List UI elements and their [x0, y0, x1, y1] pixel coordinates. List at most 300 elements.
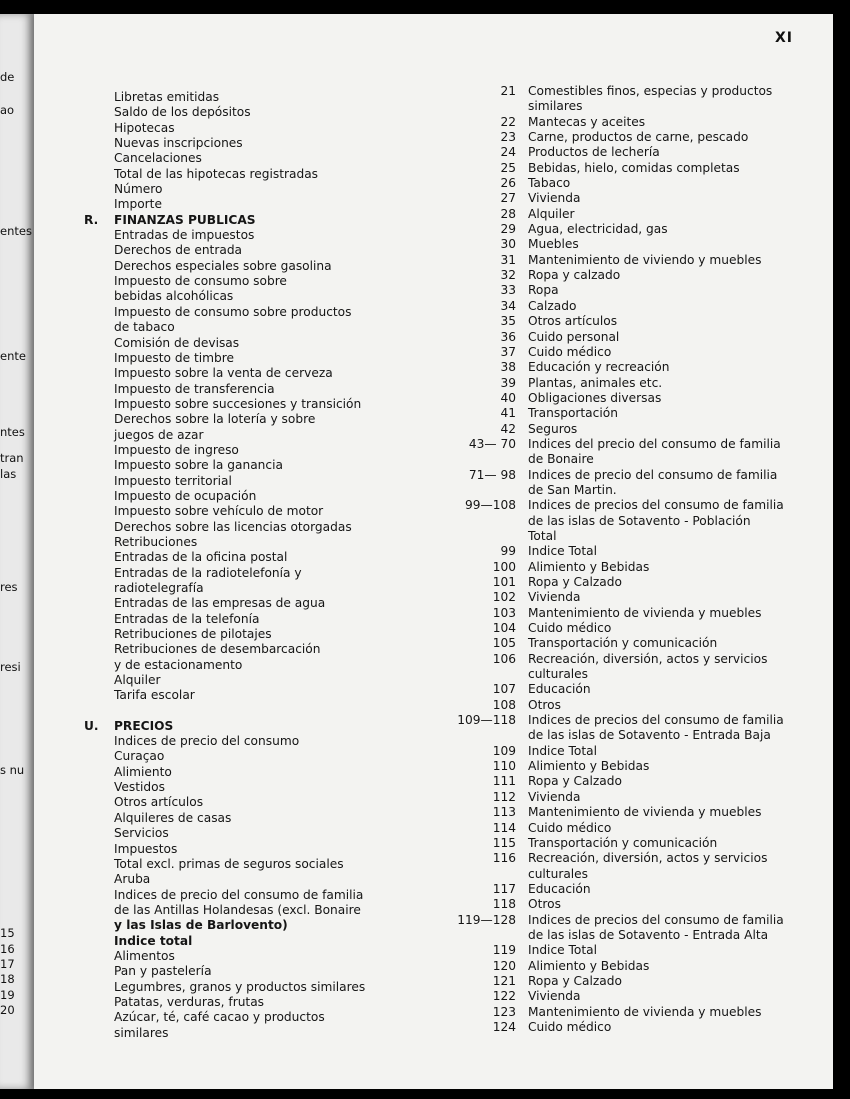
section-letter	[84, 949, 114, 964]
entry-text: Derechos sobre las licencias otorgadas	[114, 519, 352, 534]
previous-page-fragment: 17	[0, 957, 15, 971]
table-number: 110	[492, 759, 516, 774]
table-index-entry	[424, 268, 804, 283]
index-entry	[84, 749, 424, 764]
entry-text: PRECIOS	[114, 718, 174, 733]
index-entry	[84, 489, 424, 504]
table-number	[424, 728, 528, 743]
table-index-entry	[424, 606, 804, 621]
entry-text: Recreación, diversión, actos y servicios	[528, 851, 768, 866]
entry-text: culturales	[528, 667, 589, 682]
table-number: 105	[492, 636, 516, 651]
section-letter	[84, 397, 114, 412]
index-entry	[84, 336, 424, 351]
table-index-entry	[424, 713, 804, 728]
entry-text: de las islas de Sotavento - Entrada Alta	[528, 927, 769, 942]
section-letter	[84, 289, 114, 304]
entry-text: culturales	[528, 866, 589, 881]
table-number: 37	[500, 344, 516, 359]
entry-text: Aruba	[114, 872, 151, 887]
entry-text: de San Martin.	[528, 482, 617, 497]
index-entry	[84, 259, 424, 274]
index-entry	[84, 596, 424, 611]
previous-page-fragment: ao	[0, 103, 15, 117]
table-index-entry	[424, 237, 804, 252]
entry-text: Alquileres de casas	[114, 810, 232, 825]
entry-text: Mantenimiento de vivienda y muebles	[528, 805, 762, 820]
entry-text: y las Islas de Barlovento)	[114, 918, 288, 933]
table-number: 27	[500, 191, 516, 206]
entry-text: Vestidos	[114, 780, 165, 795]
table-index-entry	[424, 867, 804, 882]
table-number: 115	[492, 835, 516, 850]
index-entry	[84, 688, 424, 703]
table-number: 34	[500, 298, 516, 313]
document-page	[34, 14, 833, 1089]
table-number: 123	[492, 1004, 516, 1019]
section-letter	[84, 1010, 114, 1025]
index-entry	[84, 934, 424, 949]
table-index-entry	[424, 253, 804, 268]
entry-text: FINANZAS PUBLICAS	[114, 212, 256, 227]
section-letter	[84, 627, 114, 642]
section-letter	[84, 474, 114, 489]
entry-text: Vivienda	[528, 590, 581, 605]
index-entry	[84, 964, 424, 979]
section-letter	[84, 382, 114, 397]
table-number: 40	[500, 390, 516, 405]
table-number: 118	[492, 897, 516, 912]
section-letter	[84, 489, 114, 504]
table-index-entry	[424, 805, 804, 820]
index-entry	[84, 382, 424, 397]
table-index-entry	[424, 222, 804, 237]
section-letter	[84, 151, 114, 166]
entry-text: Impuesto de ingreso	[114, 442, 239, 457]
index-entry	[84, 581, 424, 596]
previous-page-fragment: s nu	[0, 763, 25, 777]
section-letter	[84, 458, 114, 473]
table-index-entry	[424, 821, 804, 836]
section-letter	[84, 550, 114, 565]
index-entry	[84, 443, 424, 458]
table-number: 38	[500, 360, 516, 375]
entry-text: Indices del precio del consumo de familia	[528, 436, 781, 451]
scan-border	[0, 0, 850, 14]
section-letter	[84, 934, 114, 949]
entry-text: Tabaco	[528, 176, 571, 191]
table-index-entry	[424, 851, 804, 866]
table-index-entry	[424, 959, 804, 974]
table-number: 24	[500, 145, 516, 160]
index-entry	[84, 197, 424, 212]
index-entry	[84, 151, 424, 166]
entry-text: Indice Total	[528, 943, 597, 958]
entry-text: Indices de precio del consumo de familia	[528, 467, 778, 482]
table-index-entry	[424, 759, 804, 774]
section-letter	[84, 305, 114, 320]
table-number: 108	[492, 697, 516, 712]
table-number: 112	[492, 789, 516, 804]
section-letter	[84, 673, 114, 688]
entry-text: Tarifa escolar	[114, 688, 195, 703]
entry-text: Carne, productos de carne, pescado	[528, 130, 749, 145]
section-letter	[84, 842, 114, 857]
table-number: 22	[500, 114, 516, 129]
entry-text: Entradas de la radiotelefonía y	[114, 565, 302, 580]
section-heading	[84, 719, 424, 734]
table-number: 104	[492, 621, 516, 636]
table-number: 109	[492, 743, 516, 758]
previous-page-fragment: 18	[0, 972, 15, 986]
section-letter	[84, 197, 114, 212]
entry-text: Número	[114, 182, 163, 197]
table-number	[424, 514, 528, 529]
entry-text: Indices de precios del consumo de familia	[528, 912, 784, 927]
entry-text: Entradas de la oficina postal	[114, 550, 288, 565]
table-number	[424, 928, 528, 943]
entry-text: Recreación, diversión, actos y servicios	[528, 651, 768, 666]
table-number: 103	[492, 605, 516, 620]
entry-text: Impuesto sobre vehículo de motor	[114, 504, 324, 519]
section-letter	[84, 780, 114, 795]
entry-text: Ropa y Calzado	[528, 774, 622, 789]
index-entry	[84, 765, 424, 780]
table-number: 119	[492, 943, 516, 958]
entry-text: Indices de precio del consumo de familia	[114, 887, 364, 902]
previous-page-fragment: de	[0, 70, 15, 84]
right-index-column	[424, 84, 804, 1035]
entry-text: similares	[114, 1025, 169, 1040]
table-number: 33	[500, 283, 516, 298]
entry-text: Entradas de la telefonía	[114, 611, 260, 626]
index-entry	[84, 320, 424, 335]
table-number: 122	[492, 989, 516, 1004]
previous-page-fragment: ente	[0, 349, 26, 363]
entry-text: Calzado	[528, 298, 577, 313]
index-entry	[84, 949, 424, 964]
entry-text: Servicios	[114, 826, 169, 841]
section-letter	[84, 826, 114, 841]
entry-text: Total	[528, 528, 557, 543]
index-entry	[84, 366, 424, 381]
entry-text: Indice Total	[528, 743, 597, 758]
previous-page-fragment: 15	[0, 926, 15, 940]
entry-text: Educación y recreación	[528, 360, 670, 375]
entry-text: Legumbres, granos y productos similares	[114, 979, 366, 994]
index-entry	[84, 780, 424, 795]
entry-text: Indice Total	[528, 544, 597, 559]
index-entry	[84, 872, 424, 887]
section-letter	[84, 596, 114, 611]
index-entry	[84, 535, 424, 550]
index-entry	[84, 228, 424, 243]
table-index-entry	[424, 360, 804, 375]
table-number: 25	[500, 160, 516, 175]
entry-text: Muebles	[528, 237, 579, 252]
entry-text: Impuesto de consumo sobre productos	[114, 304, 352, 319]
entry-text: Retribuciones de desembarcación	[114, 642, 321, 657]
section-letter	[84, 918, 114, 933]
index-entry	[84, 673, 424, 688]
entry-text: Obligaciones diversas	[528, 390, 662, 405]
previous-page-fragment: resi	[0, 660, 21, 674]
table-number: 117	[492, 881, 516, 896]
entry-text: Impuesto sobre la ganancia	[114, 458, 283, 473]
entry-text: radiotelegrafía	[114, 581, 204, 595]
table-index-entry	[424, 590, 804, 605]
table-index-entry	[424, 406, 804, 421]
previous-page-fragment: ntes	[0, 425, 25, 439]
index-entry	[84, 1026, 424, 1041]
table-number: 32	[500, 268, 516, 283]
table-index-entry	[424, 897, 804, 912]
index-entry	[84, 243, 424, 258]
entry-text: de las islas de Sotavento - Entrada Baja	[528, 728, 771, 743]
section-letter	[84, 964, 114, 979]
section-letter	[84, 872, 114, 887]
index-entry	[84, 289, 424, 304]
table-index-entry	[424, 544, 804, 559]
index-entry	[84, 520, 424, 535]
table-number: 124	[492, 1019, 516, 1034]
table-index-entry	[424, 207, 804, 222]
table-index-entry	[424, 636, 804, 651]
table-number	[424, 483, 528, 498]
entry-text: Impuesto sobre la venta de cerveza	[114, 366, 333, 381]
section-letter	[84, 995, 114, 1010]
table-number: 71— 98	[468, 467, 516, 482]
index-entry	[84, 903, 424, 918]
entry-text: Impuesto de ocupación	[114, 488, 257, 503]
entry-text: Derechos sobre la lotería y sobre	[114, 412, 316, 427]
section-letter: U.	[84, 718, 99, 733]
table-index-entry	[424, 667, 804, 682]
entry-text: de tabaco	[114, 320, 175, 335]
index-entry	[84, 857, 424, 872]
index-entry	[84, 105, 424, 120]
section-letter	[84, 336, 114, 351]
index-entry	[84, 428, 424, 443]
table-number	[424, 99, 528, 114]
section-letter	[84, 642, 114, 657]
previous-page-fragment: 19	[0, 988, 15, 1002]
entry-text: Cuido médico	[528, 344, 612, 359]
index-entry	[84, 795, 424, 810]
entry-text: Pan y pastelería	[114, 964, 212, 979]
table-index-entry	[424, 283, 804, 298]
entry-text: Otros artículos	[528, 314, 618, 329]
section-letter	[84, 734, 114, 749]
entry-text: Alimiento y Bebidas	[528, 559, 650, 574]
table-number	[424, 667, 528, 682]
entry-text: Mantenimiento de viviendo y muebles	[528, 252, 762, 267]
section-letter	[84, 121, 114, 136]
entry-text: Cancelaciones	[114, 151, 202, 166]
table-index-entry	[424, 84, 804, 99]
entry-text: Impuesto territorial	[114, 473, 232, 488]
table-number: 109—118	[457, 713, 516, 728]
table-index-entry	[424, 330, 804, 345]
entry-text: Cuido médico	[528, 820, 612, 835]
table-index-entry	[424, 130, 804, 145]
entry-text: Alimiento y Bebidas	[528, 958, 650, 973]
table-index-entry	[424, 682, 804, 697]
index-entry	[84, 121, 424, 136]
table-index-entry	[424, 376, 804, 391]
entry-text: Impuesto de timbre	[114, 350, 235, 365]
table-index-entry	[424, 161, 804, 176]
entry-text: Indices de precios del consumo de familia	[528, 498, 784, 513]
entry-text: Impuesto de transferencia	[114, 381, 275, 396]
entry-text: Impuestos	[114, 841, 178, 856]
table-number: 100	[492, 559, 516, 574]
table-index-entry	[424, 882, 804, 897]
entry-text: Total excl. primas de seguros sociales	[114, 856, 344, 871]
table-index-entry	[424, 1005, 804, 1020]
entry-text: de las islas de Sotavento - Población	[528, 513, 751, 528]
table-number: 36	[500, 329, 516, 344]
entry-text: Comisión de devisas	[114, 335, 240, 350]
table-index-entry	[424, 774, 804, 789]
table-number: 30	[500, 237, 516, 252]
section-letter	[84, 765, 114, 780]
section-letter	[84, 857, 114, 872]
entry-text: Bebidas, hielo, comidas completas	[528, 160, 740, 175]
table-index-entry	[424, 943, 804, 958]
table-index-entry	[424, 529, 804, 544]
previous-page-fragment: entes	[0, 224, 32, 238]
left-index-column	[84, 90, 424, 1041]
section-letter	[84, 795, 114, 810]
index-entry	[84, 888, 424, 903]
section-letter	[84, 259, 114, 274]
table-number: 101	[492, 575, 516, 589]
index-entry	[84, 412, 424, 427]
entry-text: Transportación y comunicación	[528, 835, 718, 850]
table-index-entry	[424, 115, 804, 130]
entry-text: Agua, electricidad, gas	[528, 222, 668, 237]
index-entry	[84, 167, 424, 182]
table-number: 39	[500, 375, 516, 390]
index-entry	[84, 1010, 424, 1025]
entry-text: Ropa y calzado	[528, 268, 621, 283]
entry-text: Derechos de entrada	[114, 243, 243, 258]
entry-text: Plantas, animales etc.	[528, 375, 663, 390]
previous-page-edge	[0, 14, 34, 1089]
entry-text: Cuido personal	[528, 329, 620, 344]
table-index-entry	[424, 621, 804, 636]
table-number: 99	[500, 544, 516, 559]
table-index-entry	[424, 498, 804, 513]
table-number: 111	[492, 774, 516, 789]
table-index-entry	[424, 974, 804, 989]
table-number	[424, 452, 528, 467]
previous-page-fragment: 16	[0, 942, 15, 956]
index-entry	[84, 458, 424, 473]
section-letter	[84, 167, 114, 182]
section-letter	[84, 581, 114, 596]
table-number: 121	[492, 973, 516, 988]
index-entry	[84, 305, 424, 320]
entry-text: Mantecas y aceites	[528, 114, 646, 129]
entry-text: Importe	[114, 197, 162, 212]
table-index-entry	[424, 790, 804, 805]
section-letter	[84, 1026, 114, 1041]
section-letter	[84, 412, 114, 427]
index-entry	[84, 566, 424, 581]
entry-text: Curaçao	[114, 749, 165, 764]
entry-text: Cuido médico	[528, 1019, 612, 1034]
section-letter	[84, 811, 114, 826]
entry-text: Alimiento y Bebidas	[528, 759, 650, 774]
table-index-entry	[424, 483, 804, 498]
section-heading	[84, 213, 424, 228]
previous-page-fragment: tran	[0, 451, 24, 465]
section-letter	[84, 428, 114, 443]
entry-text: y de estacionamento	[114, 657, 243, 672]
entry-text: Azúcar, té, café cacao y productos	[114, 1010, 325, 1025]
table-index-entry	[424, 452, 804, 467]
section-letter	[84, 274, 114, 289]
index-entry	[84, 995, 424, 1010]
section-letter	[84, 366, 114, 381]
entry-text: Otros	[528, 897, 561, 912]
entry-text: Alimentos	[114, 948, 175, 963]
section-letter	[84, 888, 114, 903]
table-number: 26	[500, 176, 516, 191]
index-entry	[84, 550, 424, 565]
table-number: 106	[492, 651, 516, 666]
entry-text: Vivienda	[528, 191, 581, 206]
entry-text: Ropa	[528, 283, 559, 298]
table-index-entry	[424, 299, 804, 314]
index-entry	[84, 734, 424, 749]
section-letter	[84, 443, 114, 458]
index-entry	[84, 842, 424, 857]
table-number: 102	[492, 590, 516, 605]
entry-text: Cuido médico	[528, 621, 612, 636]
entry-text: Educación	[528, 682, 591, 697]
table-number: 113	[492, 805, 516, 820]
entry-text: Alimiento	[114, 764, 172, 779]
entry-text: Ropa y Calzado	[528, 575, 622, 589]
table-number: 107	[492, 682, 516, 697]
entry-text: Retribuciones de pilotajes	[114, 627, 272, 642]
section-letter	[84, 504, 114, 519]
index-entry	[84, 397, 424, 412]
entry-text: Impuesto de consumo sobre	[114, 274, 287, 289]
table-number: 119—128	[457, 912, 516, 927]
table-number: 120	[492, 958, 516, 973]
table-index-entry	[424, 928, 804, 943]
table-number	[424, 867, 528, 882]
table-index-entry	[424, 176, 804, 191]
index-entry	[84, 658, 424, 673]
index-entry	[84, 612, 424, 627]
table-number: 23	[500, 130, 516, 145]
table-index-entry	[424, 145, 804, 160]
table-index-entry	[424, 744, 804, 759]
entry-text: Derechos especiales sobre gasolina	[114, 258, 332, 273]
entry-text: Mantenimiento de vivienda y muebles	[528, 1004, 762, 1019]
section-letter	[84, 136, 114, 151]
entry-text: Indices de precios del consumo de familia	[528, 713, 784, 728]
index-entry	[84, 274, 424, 289]
table-index-entry	[424, 191, 804, 206]
entry-text: Indices de precio del consumo	[114, 734, 300, 749]
entry-text: Nuevas inscripciones	[114, 136, 243, 151]
